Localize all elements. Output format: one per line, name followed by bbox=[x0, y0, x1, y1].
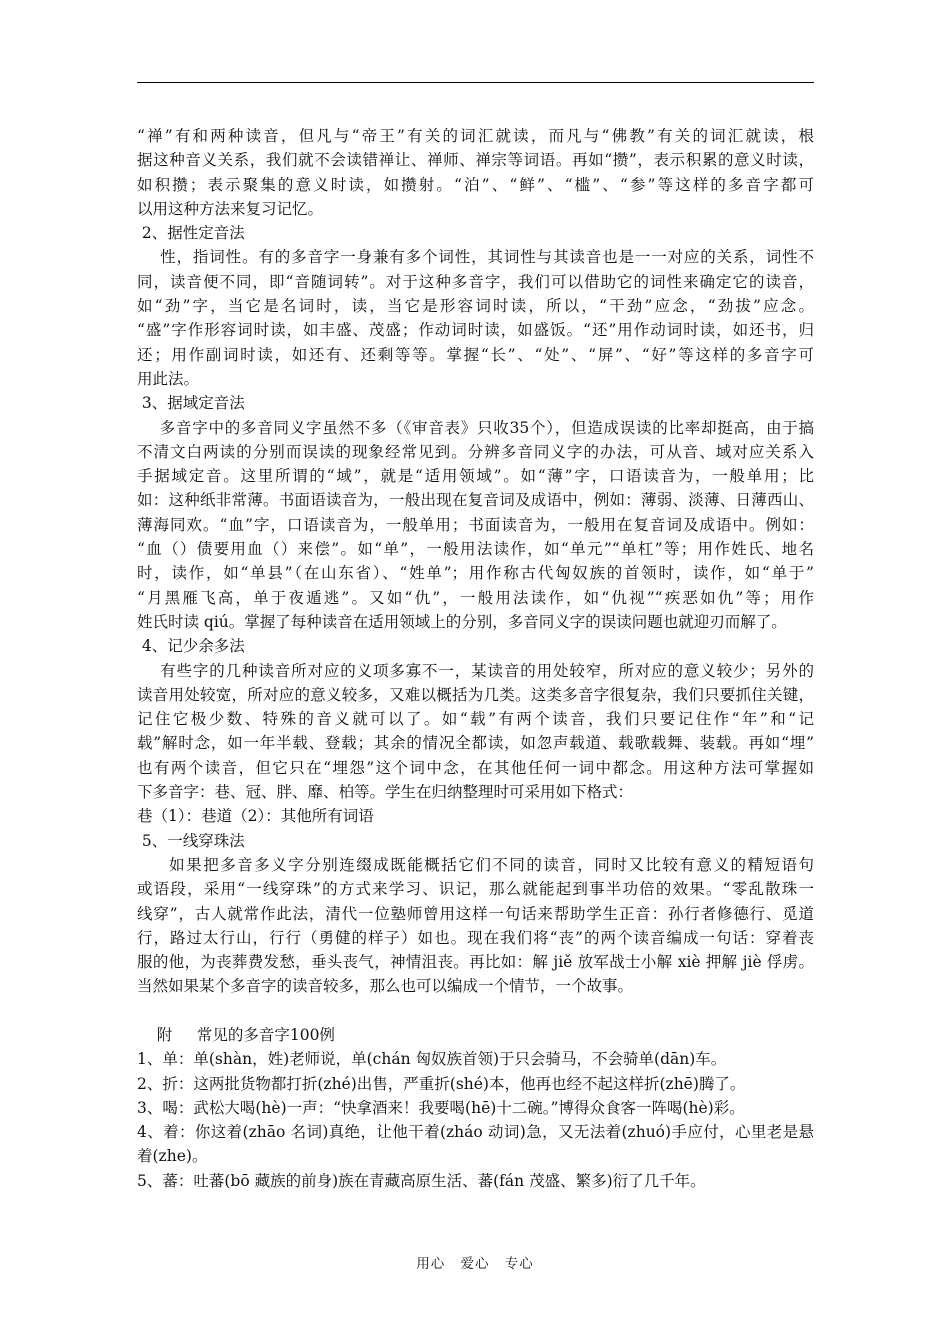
text-line: 载”解时念，如一年半载、登载；其余的情况全都读，如忽声载道、载歌载舞、装载。再如“埋” bbox=[137, 734, 814, 753]
text-line: 5、一线穿珠法 bbox=[137, 831, 245, 850]
text-line: 4、着：你这着(zhāo 名词)真绝，让他干着(zháo 动词)急，又无法着(zhuó)手应付，心里老是悬 bbox=[137, 1123, 814, 1142]
text-line: 巷（1）：巷道（2）：其他所有词语 bbox=[137, 807, 374, 826]
text-line: 当然如果某个多音字的读音较多，那么也可以编成一个情节，一个故事。 bbox=[137, 977, 634, 996]
text-line: 据这种音义关系，我们就不会读错禅让、禅师、禅宗等词语。再如“攒”，表示积累的意义时读， bbox=[137, 151, 814, 170]
paragraph bbox=[137, 391, 814, 415]
blank-line bbox=[137, 999, 814, 1023]
text-line: 还；用作副词时读，如还有、还剩等等。掌握“长”、“处”、“屏”、“好”等这样的多音字可 bbox=[137, 345, 814, 364]
text-line: 同，读音便不同，即“音随词转”。对于这种多音字，我们可以借助它的词性来确定它的读音， bbox=[137, 272, 814, 291]
text-line: 2、据性定音法 bbox=[137, 224, 245, 243]
text-line: 着(zhe)。 bbox=[137, 1147, 208, 1166]
text-line: 也有两个读音，但它只在“埋怨”这个词中念，在其他任何一词中都念。用这种方法可掌握如 bbox=[137, 758, 814, 777]
text-line: 如：这种纸非常薄。书面语读音为，一般出现在复音词及成语中，例如：薄弱、淡薄、日薄西山、 bbox=[137, 491, 814, 510]
paragraph bbox=[137, 1120, 814, 1169]
paragraph bbox=[137, 659, 814, 805]
paragraph bbox=[137, 1047, 814, 1071]
paragraph bbox=[137, 804, 814, 828]
text-line: 有些字的几种读音所对应的义项多寡不一，某读音的用处较窄，所对应的意义较少；另外的 bbox=[137, 661, 814, 680]
paragraph bbox=[137, 1072, 814, 1096]
text-line: 性，指词性。有的多音字一身兼有多个词性，其词性与其读音也是一一对应的关系，词性不 bbox=[137, 248, 814, 267]
text-line: 下多音字：巷、冠、胖、靡、柏等。学生在归纳整理时可采用如下格式： bbox=[137, 783, 634, 802]
text-line: 记住它极少数、特殊的音义就可以了。如“载”有两个读音，我们只要记住作“年”和“记 bbox=[137, 710, 814, 729]
text-line: 不清文白两读的分别而误读的现象经常见到。分辨多音同义字的办法，可从音、域对应关系入 bbox=[137, 442, 814, 461]
paragraph bbox=[137, 853, 814, 999]
header-rule bbox=[137, 82, 814, 83]
text-line: 时，读作，如“单县”（在山东省）、“姓单”；用作称古代匈奴族的首领时，读作，如“单于” bbox=[137, 564, 814, 583]
text-line: “月黑雁飞高，单于夜遁逃”。又如“仇”，一般用法读作，如“仇视”“疾恶如仇”等；用作 bbox=[137, 588, 814, 607]
text-line: 线穿”，古人就常作此法，清代一位塾师曾用这样一句话来帮助学生正音：孙行者修德行、觅道 bbox=[137, 904, 814, 923]
text-line: “禅”有和两种读音，但凡与“帝王”有关的词汇就读，而凡与“佛教”有关的词汇就读，根 bbox=[137, 127, 814, 145]
paragraph bbox=[137, 1169, 814, 1193]
paragraph bbox=[137, 829, 814, 853]
text-line: 3、据域定音法 bbox=[137, 394, 245, 413]
text-line: 以用这种方法来复习记忆。 bbox=[137, 199, 324, 218]
text-line: 1、单：单(shàn，姓)老师说，单(chán 匈奴族首领)于只会骑马，不会骑单(dān)车。 bbox=[137, 1050, 727, 1069]
text-line: “盛”字作形容词时读，如丰盛、茂盛；作动词时读，如盛饭。“还”用作动词时读，如还书，归 bbox=[137, 321, 814, 340]
page-footer: 用心 爱心 专心 bbox=[416, 1256, 534, 1272]
text-line: 读音用处较宽，所对应的意义较多，又难以概括为几类。这类多音字很复杂，我们只要抓住关键， bbox=[137, 685, 814, 704]
text-line: 如积攒；表示聚集的意义时读，如攒射。“泊”、“鲜”、“槛”、“参”等这样的多音字都可 bbox=[137, 175, 814, 194]
text-line: 附 常见的多音字100例 bbox=[137, 1025, 335, 1044]
text-line: 如果把多音多义字分别连缀成既能概括它们不同的读音，同时又比较有意义的精短语句 bbox=[137, 855, 814, 874]
text-line: 薄海同欢。“血”字，口语读音为，一般单用；书面读音为，一般用在复音词及成语中。例如： bbox=[137, 515, 814, 534]
paragraph bbox=[137, 416, 814, 635]
text-line: 5、蕃：吐蕃(bō 藏族的前身)族在青藏高原生活、蕃(fán 茂盛、繁多)衍了几千年。 bbox=[137, 1171, 706, 1190]
text-line: 如“劲”字，当它是名词时，读，当它是形容词时读，所以，“干劲”应念，“劲拔”应念。 bbox=[137, 297, 814, 316]
text-line: 服的他，为丧葬费发愁，垂头丧气，神情沮丧。再比如：解 jiě 放军战士小解 xiè 押解 jiè 俘虏。 bbox=[137, 953, 814, 972]
paragraph bbox=[137, 634, 814, 658]
text-line: 姓氏时读 qiú。掌握了每种读音在适用领域上的分别，多音同义字的误读问题也就迎刃而解了。 bbox=[137, 612, 787, 631]
text-line: “血（）债要用血（）来偿”。如“单”，一般用法读作，如“单元”“单杠”等；用作姓氏、地名 bbox=[137, 540, 814, 559]
text-line: 4、记少余多法 bbox=[137, 637, 245, 656]
paragraph bbox=[137, 245, 814, 391]
paragraph bbox=[137, 1023, 814, 1047]
paragraph bbox=[137, 1096, 814, 1120]
text-line: 或语段，采用“一线穿珠”的方式来学习、识记，那么就能起到事半功倍的效果。“零乱散珠一 bbox=[137, 880, 814, 899]
paragraph bbox=[137, 221, 814, 245]
document-body bbox=[137, 124, 814, 1193]
text-line: 用此法。 bbox=[137, 369, 200, 388]
text-line: 3、喝：武松大喝(hè)一声：“快拿酒来！我要喝(hē)十二碗。”博得众食客一阵喝(hè)彩。 bbox=[137, 1098, 745, 1117]
text-line: 行，路过太行山，行行（勇健的样子）如也。现在我们将“丧”的两个读音编成一句话：穿着丧 bbox=[137, 928, 814, 947]
text-line: 手据域定音。这里所谓的“域”，就是“适用领域”。如“薄”字，口语读音为，一般单用；比 bbox=[137, 467, 814, 486]
text-line: 2、折：这两批货物都打折(zhé)出售，严重折(shé)本，他再也经不起这样折(zhē)腾了。 bbox=[137, 1074, 746, 1093]
text-line: 多音字中的多音同义字虽然不多（《审音表》只收35个），但造成误读的比率却挺高，由于搞 bbox=[137, 418, 814, 437]
paragraph bbox=[137, 124, 814, 221]
